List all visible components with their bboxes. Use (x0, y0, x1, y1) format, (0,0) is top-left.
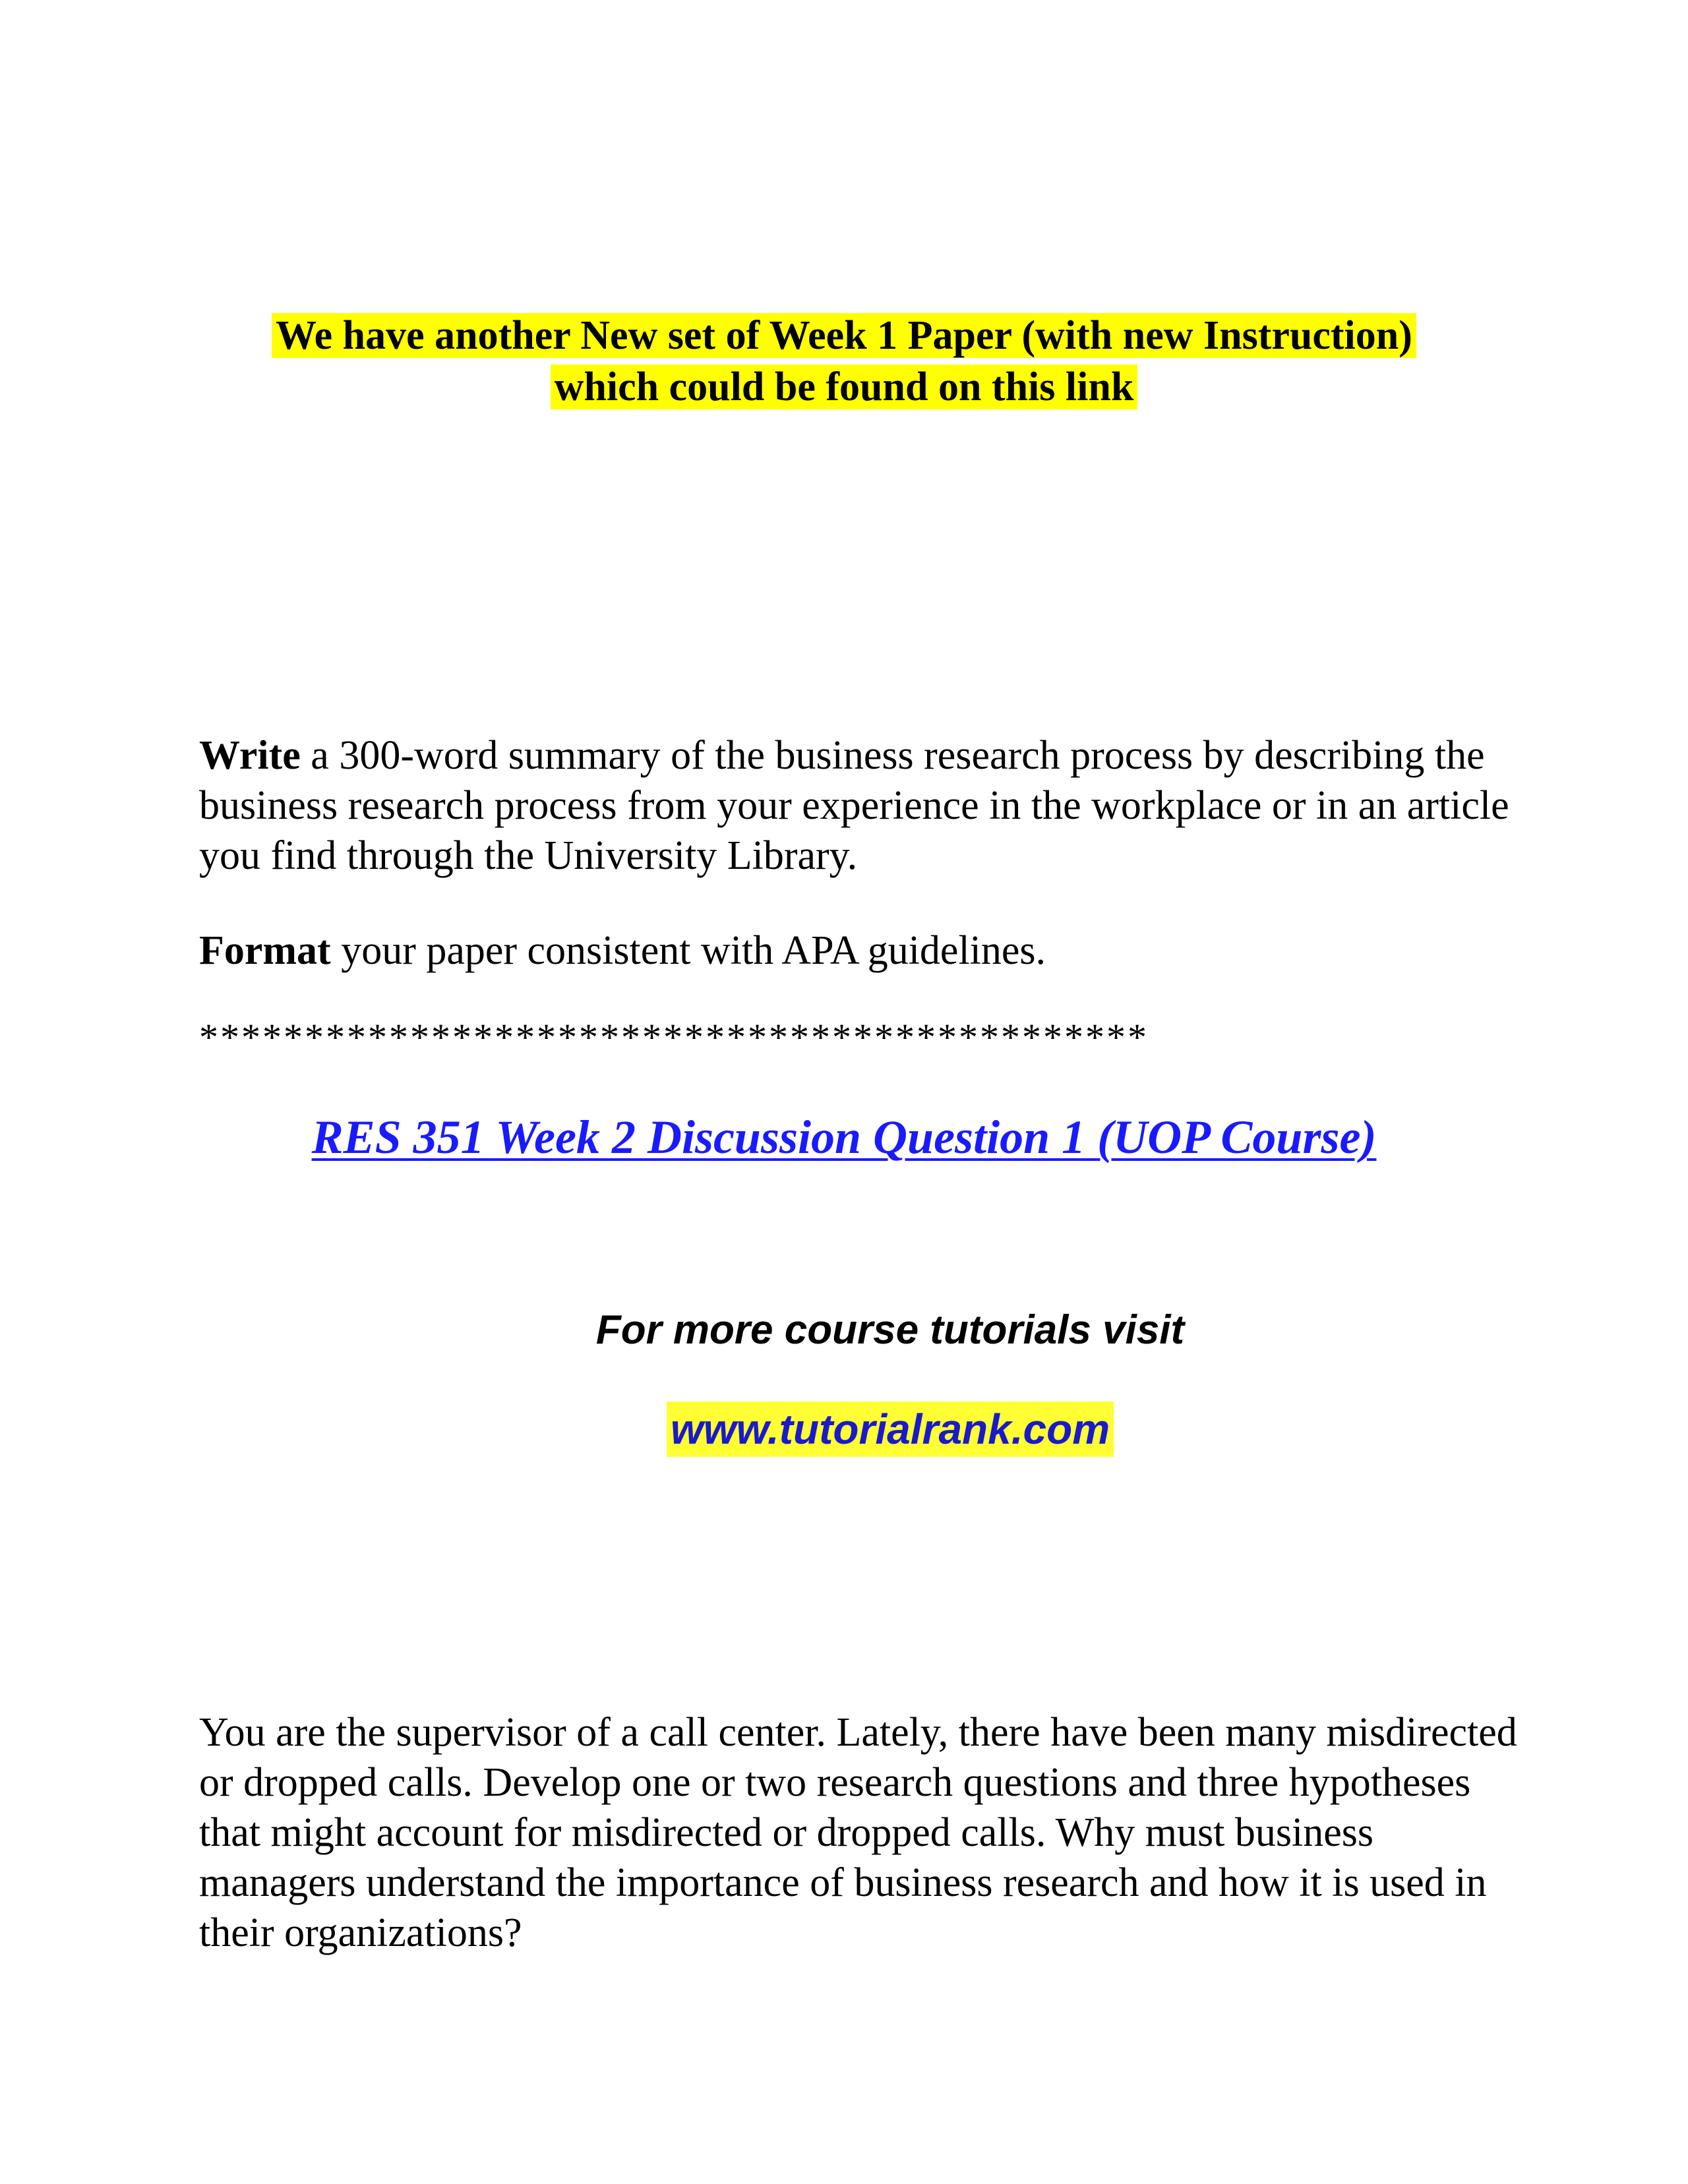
discussion-question-paragraph: You are the supervisor of a call center. Lately, there have been many misdirected or dropped calls. Develop one or two research questions and three hypotheses that might account for misdirected or dropped calls. Why must business managers understand the importance of business research and how it is used in their organizations? (199, 1710, 1517, 1955)
write-instruction-text: a 300-word summary of the business research process by describing the business research process from your experience in the workplace or in an article you find through the University Library. (199, 733, 1509, 878)
format-lead-word: Format (199, 928, 331, 973)
write-instruction-paragraph (199, 730, 1518, 881)
website-url[interactable]: www.tutorialrank.com (667, 1402, 1114, 1457)
asterisk-separator: ********************************************* (199, 1016, 1149, 1059)
tutorials-visit-text: For more course tutorials visit (595, 1307, 1185, 1353)
notice-line-2[interactable]: which could be found on this link (551, 365, 1138, 409)
new-paper-notice[interactable] (0, 310, 1688, 413)
notice-line-1[interactable]: We have another New set of Week 1 Paper (with new Instruction) (272, 313, 1416, 358)
write-lead-word: Write (199, 733, 301, 778)
website-link[interactable] (0, 1402, 1688, 1457)
format-instruction-paragraph (199, 926, 1518, 976)
format-instruction-text: your paper consistent with APA guidelines. (330, 928, 1046, 973)
course-title-link[interactable]: RES 351 Week 2 Discussion Question 1 (UOP Course) (311, 1111, 1377, 1164)
